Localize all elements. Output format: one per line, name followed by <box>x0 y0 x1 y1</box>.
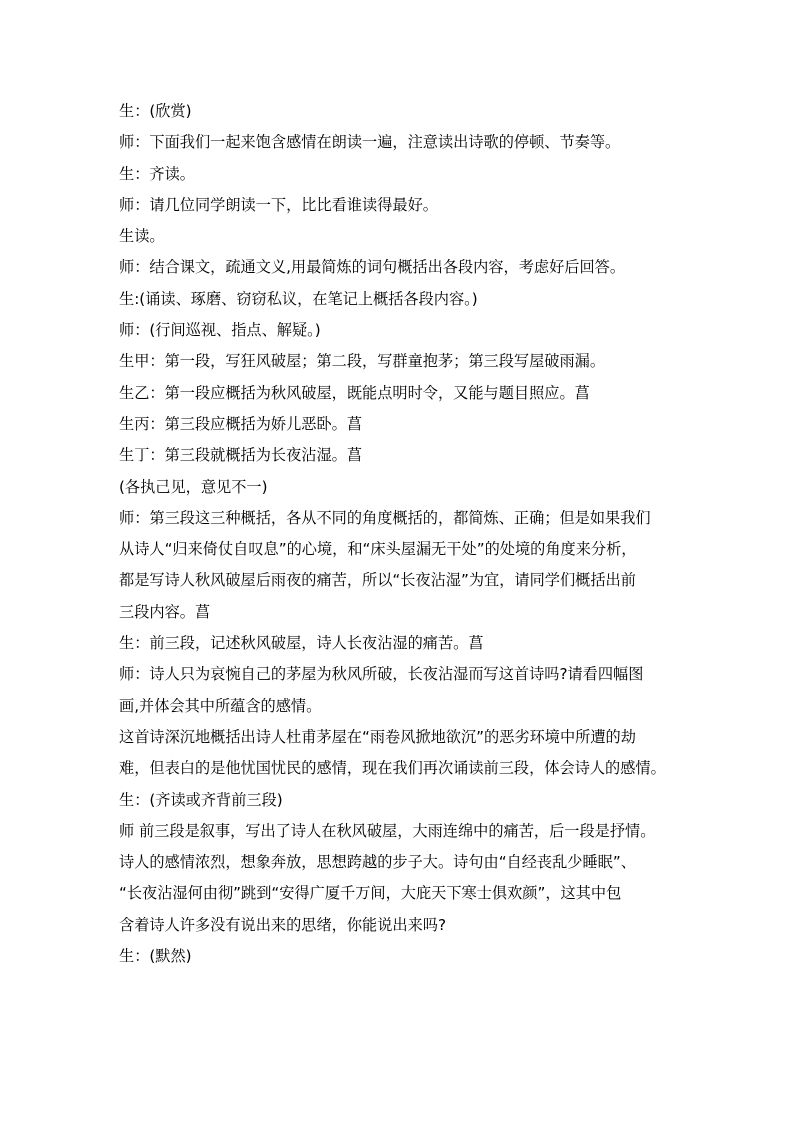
text-line-22: 难，但表白的是他忧国忧民的感情，现在我们再次诵读前三段，体会诗人的感情。 <box>119 759 666 778</box>
text-line-28: 生：(默然) <box>119 947 192 966</box>
text-line-13: (各执己见，意见不一) <box>119 477 268 496</box>
text-line-23: 生：(齐读或齐背前三段) <box>119 790 283 809</box>
text-line-27: 含着诗人许多没有说出来的思绪，你能说出来吗? <box>119 915 446 934</box>
text-line-9: 生甲：第一段，写狂风破屋；第二段，写群童抱茅；第三段写屋破雨漏。 <box>119 352 605 371</box>
text-line-8: 师：(行间巡视、指点、解疑。) <box>119 321 321 340</box>
text-line-24: 师 前三段是叙事，写出了诗人在秋风破屋，大雨连绵中的痛苦，后一段是抒情。 <box>119 821 656 840</box>
text-line-6: 师：结合课文，疏通文义,用最简炼的词句概括出各段内容，考虑好后回答。 <box>119 258 626 277</box>
text-line-1: 生：(欣赏) <box>119 102 192 120</box>
text-line-12: 生丁：第三段就概括为长夜沾湿。菖 <box>119 446 362 465</box>
text-line-21: 这首诗深沉地概括出诗人杜甫茅屋在“雨卷风掀地欲沉”的恶劣环境中所遭的劫 <box>119 727 636 746</box>
text-line-16: 都是写诗人秋风破屋后雨夜的痛苦，所以“长夜沾湿”为宜，请同学们概括出前 <box>119 571 636 590</box>
document-body <box>119 96 679 972</box>
text-line-17: 三段内容。菖 <box>119 602 211 621</box>
text-line-18: 生：前三段，记述秋风破屋，诗人长夜沾湿的痛苦。菖 <box>119 634 484 653</box>
text-line-7: 生:(诵读、琢磨、窃窃私议，在笔记上概括各段内容。) <box>119 289 478 308</box>
text-line-3: 生：齐读。 <box>119 164 195 183</box>
text-line-26: “长夜沾湿何由彻”跳到“安得广厦千万间，大庇天下寒士俱欢颜”，这其中包 <box>119 884 622 903</box>
text-line-14: 师：第三段这三种概括，各从不同的角度概括的，都简炼、正确；但是如果我们 <box>119 508 651 527</box>
text-line-2: 师：下面我们一起来饱含感情在朗读一遍，注意读出诗歌的停顿、节奏等。 <box>119 133 621 152</box>
text-line-25: 诗人的感情浓烈，想象奔放，思想跨越的步子大。诗句由“自经丧乱少睡眠”、 <box>119 853 636 872</box>
text-line-10: 生乙：第一段应概括为秋风破屋，既能点明时令，又能与题目照应。菖 <box>119 383 590 402</box>
text-line-5: 生读。 <box>119 227 165 246</box>
text-line-4: 师：请几位同学朗读一下，比比看谁读得最好。 <box>119 195 438 214</box>
text-line-15: 从诗人“归来倚仗自叹息”的心境，和“床头屋漏无干处”的处境的角度来分析， <box>119 540 637 559</box>
text-line-11: 生丙：第三段应概括为娇儿恶卧。菖 <box>119 414 362 433</box>
text-line-19: 师：诗人只为哀惋自己的茅屋为秋风所破，长夜沾湿而写这首诗吗?请看四幅图 <box>119 665 644 684</box>
text-line-20: 画,并体会其中所蕴含的感情。 <box>119 696 322 715</box>
